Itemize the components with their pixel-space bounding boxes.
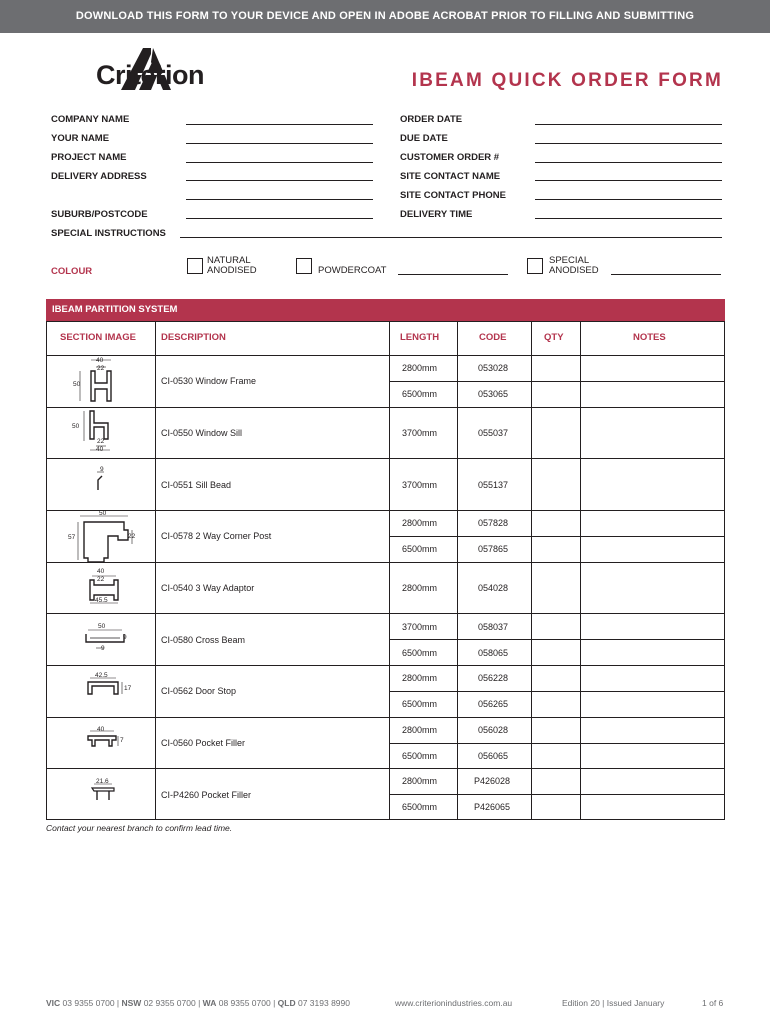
delivery-address-label: DELIVERY ADDRESS bbox=[51, 171, 147, 182]
customer-order-label: CUSTOMER ORDER # bbox=[400, 152, 500, 163]
col-description: DESCRIPTION bbox=[161, 332, 226, 343]
delivery-address-field-2[interactable] bbox=[186, 199, 373, 200]
product-code: 054028 bbox=[478, 583, 509, 593]
product-description: CI-0551 Sill Bead bbox=[161, 480, 232, 490]
delivery-address-field[interactable] bbox=[186, 180, 373, 181]
pocket-filler-dim-height: 7 bbox=[120, 737, 124, 744]
cross-beam-section-icon bbox=[78, 624, 138, 654]
powdercoat-label: POWDERCOAT bbox=[318, 265, 387, 276]
product-code: 056065 bbox=[478, 751, 509, 761]
due-date-field[interactable] bbox=[535, 143, 722, 144]
footer-page-number: 1 of 6 bbox=[702, 998, 724, 1008]
product-length: 2800mm bbox=[402, 583, 438, 593]
product-description: CI-0560 Pocket Filler bbox=[161, 738, 246, 748]
special-anodised-colour-field[interactable] bbox=[611, 274, 721, 275]
pocket-filler-dim-width: 40 bbox=[97, 726, 105, 733]
powdercoat-checkbox[interactable] bbox=[296, 258, 312, 274]
product-length: 2800mm bbox=[402, 673, 438, 683]
site-contact-phone-field[interactable] bbox=[535, 199, 722, 200]
lead-time-note: Contact your nearest branch to confirm lead time. bbox=[46, 823, 233, 833]
product-length: 2800mm bbox=[402, 363, 438, 373]
product-length: 2800mm bbox=[402, 776, 438, 786]
window-frame-dim-width: 40 bbox=[96, 357, 104, 364]
cross-beam-dim-width: 50 bbox=[98, 623, 106, 630]
col-section-image: SECTION IMAGE bbox=[60, 332, 137, 343]
col-code: CODE bbox=[479, 332, 507, 343]
special-anodised-checkbox[interactable] bbox=[527, 258, 543, 274]
project-name-field[interactable] bbox=[186, 162, 373, 163]
way-adaptor-dim-width: 40 bbox=[97, 568, 105, 575]
colour-label: COLOUR bbox=[51, 266, 93, 277]
your-name-field[interactable] bbox=[186, 143, 373, 144]
product-length: 6500mm bbox=[402, 751, 438, 761]
product-code: 055137 bbox=[478, 480, 509, 490]
order-date-label: ORDER DATE bbox=[400, 114, 463, 125]
product-description: CI-0578 2 Way Corner Post bbox=[161, 531, 272, 541]
site-contact-name-label: SITE CONTACT NAME bbox=[400, 171, 501, 182]
product-length: 6500mm bbox=[402, 389, 438, 399]
special-instructions-label: SPECIAL INSTRUCTIONS bbox=[51, 228, 166, 239]
logo-wordmark: Criterion bbox=[96, 60, 205, 90]
delivery-time-label: DELIVERY TIME bbox=[400, 209, 473, 220]
product-code: 055037 bbox=[478, 428, 509, 438]
product-length: 3700mm bbox=[402, 480, 438, 490]
product-length: 2800mm bbox=[402, 725, 438, 735]
product-code: 057865 bbox=[478, 544, 509, 554]
site-contact-phone-label: SITE CONTACT PHONE bbox=[400, 190, 506, 201]
pocket-filler-p4260-dim: 21.6 bbox=[96, 778, 109, 785]
col-notes: NOTES bbox=[633, 332, 666, 343]
product-length: 6500mm bbox=[402, 802, 438, 812]
project-name-label: PROJECT NAME bbox=[51, 152, 127, 163]
your-name-label: YOUR NAME bbox=[51, 133, 110, 144]
special-instructions-field[interactable] bbox=[180, 237, 722, 238]
product-length: 3700mm bbox=[402, 428, 438, 438]
natural-anodised-label: NATURAL ANODISED bbox=[207, 255, 257, 276]
powdercoat-colour-field[interactable] bbox=[398, 274, 508, 275]
footer-website-link[interactable]: www.criterionindustries.com.au bbox=[395, 998, 513, 1008]
customer-order-field[interactable] bbox=[535, 162, 722, 163]
product-length: 6500mm bbox=[402, 544, 438, 554]
download-instruction-banner: DOWNLOAD THIS FORM TO YOUR DEVICE AND OPEN IN ADOBE ACROBAT PRIOR TO FILLING AND SUBMITTING bbox=[0, 0, 770, 33]
corner-post-dim-height: 57 bbox=[68, 534, 76, 541]
window-frame-dim-height: 50 bbox=[73, 381, 81, 388]
door-stop-dim-height: 17 bbox=[124, 685, 132, 692]
product-code: P426028 bbox=[474, 776, 511, 786]
product-length: 2800mm bbox=[402, 518, 438, 528]
product-table bbox=[46, 321, 725, 820]
footer-phones: VIC 03 9355 0700 | NSW 02 9355 0700 | WA 08 9355 0700 | QLD 07 3193 8990 bbox=[46, 998, 350, 1008]
product-code: 058065 bbox=[478, 648, 509, 658]
window-sill-dim-width: 40 bbox=[96, 446, 104, 453]
product-description: CI-0550 Window Sill bbox=[161, 428, 243, 438]
special-anodised-label: SPECIAL ANODISED bbox=[549, 255, 599, 276]
page-title: IBEAM QUICK ORDER FORM bbox=[411, 70, 723, 91]
pocket-filler-section-icon bbox=[82, 725, 132, 755]
way-adaptor-dim-inner: 22 bbox=[97, 576, 105, 583]
col-length: LENGTH bbox=[400, 332, 440, 343]
natural-anodised-checkbox[interactable] bbox=[187, 258, 203, 274]
suburb-postcode-label: SUBURB/POSTCODE bbox=[51, 209, 148, 220]
company-name-label: COMPANY NAME bbox=[51, 114, 130, 125]
suburb-postcode-field[interactable] bbox=[186, 218, 373, 219]
product-description: CI-0530 Window Frame bbox=[161, 376, 257, 386]
product-description: CI-0562 Door Stop bbox=[161, 686, 237, 696]
product-description: CI-0540 3 Way Adaptor bbox=[161, 583, 255, 593]
col-qty: QTY bbox=[544, 332, 564, 343]
product-code: 058037 bbox=[478, 622, 509, 632]
product-code: 056265 bbox=[478, 699, 509, 709]
site-contact-name-field[interactable] bbox=[535, 180, 722, 181]
due-date-label: DUE DATE bbox=[400, 133, 448, 144]
corner-post-dim-width: 50 bbox=[99, 510, 107, 517]
product-description: CI-0580 Cross Beam bbox=[161, 635, 246, 645]
window-sill-dim-height: 50 bbox=[72, 423, 80, 430]
product-length: 3700mm bbox=[402, 622, 438, 632]
delivery-time-field[interactable] bbox=[535, 218, 722, 219]
door-stop-dim-width: 42.5 bbox=[95, 672, 108, 679]
window-frame-dim-inner: 22 bbox=[97, 365, 105, 372]
cross-beam-dim-height: 9 bbox=[123, 634, 127, 641]
company-name-field[interactable] bbox=[186, 124, 373, 125]
product-code: 057828 bbox=[478, 518, 509, 528]
product-code: 056028 bbox=[478, 725, 509, 735]
window-sill-dim-inner: 22 bbox=[97, 438, 105, 445]
product-code: P426065 bbox=[474, 802, 511, 812]
footer-edition: Edition 20 | Issued January bbox=[562, 998, 665, 1008]
order-date-field[interactable] bbox=[535, 124, 722, 125]
product-length: 6500mm bbox=[402, 648, 438, 658]
way-adaptor-dim-bottom: 45.5 bbox=[95, 597, 108, 604]
sill-bead-dim: 9 bbox=[100, 466, 104, 473]
product-code: 053065 bbox=[478, 389, 509, 399]
product-length: 6500mm bbox=[402, 699, 438, 709]
section-header-ibeam-partition: IBEAM PARTITION SYSTEM bbox=[46, 299, 725, 321]
product-code: 053028 bbox=[478, 363, 509, 373]
cross-beam-dim-small: 9 bbox=[101, 645, 105, 652]
corner-post-dim-inner: 22 bbox=[128, 533, 136, 540]
product-description: CI-P4260 Pocket Filler bbox=[161, 790, 252, 800]
product-code: 056228 bbox=[478, 673, 509, 683]
